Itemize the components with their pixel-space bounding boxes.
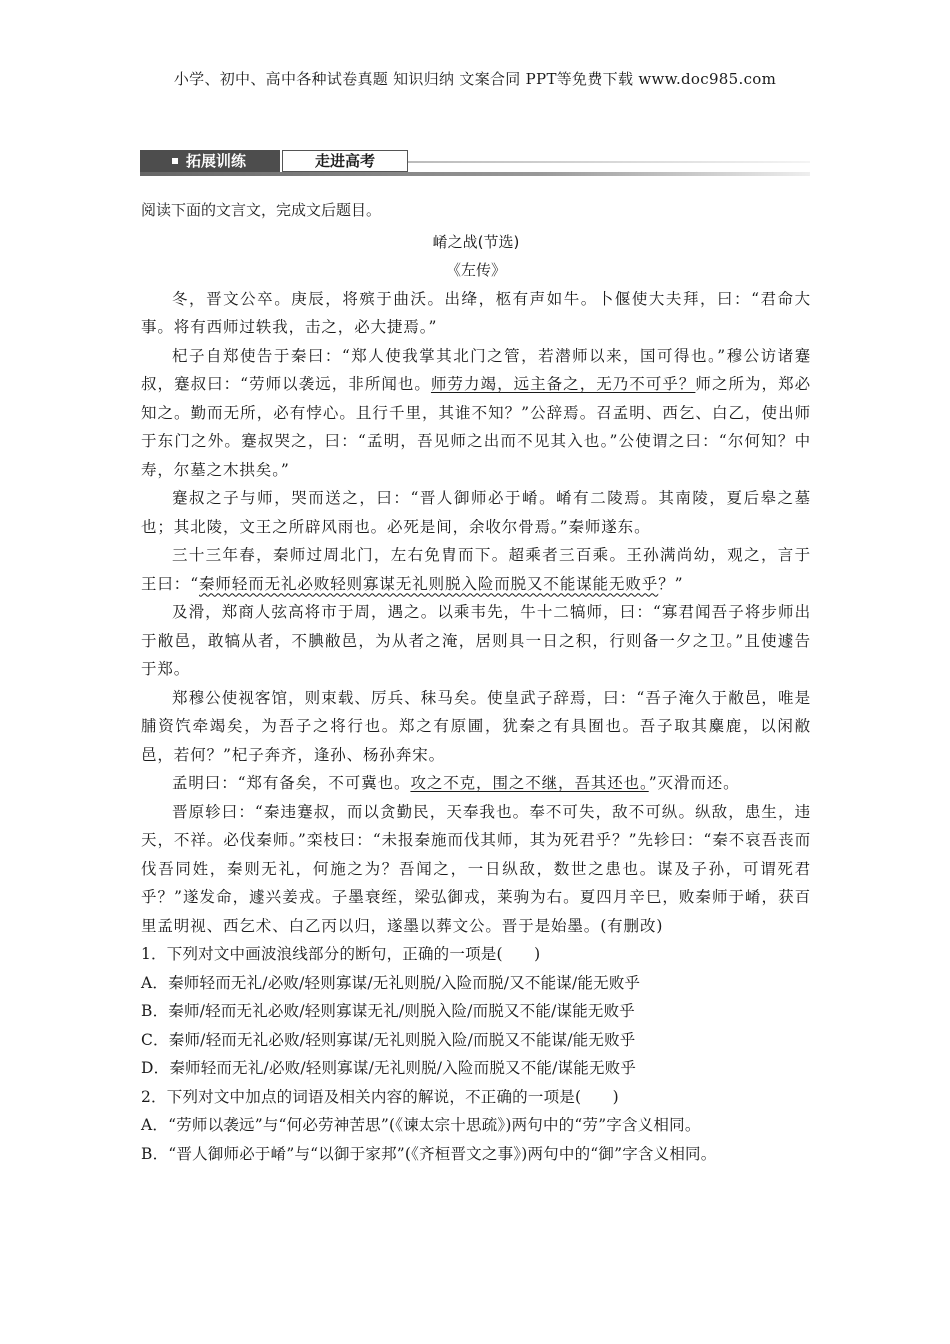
- paragraph-4: [141, 541, 811, 598]
- banner-left: [140, 150, 280, 172]
- p2-text-b: 师之所为，郑必知之。勤而无所，必有悖心。且行千里，其谁不知？”公辞焉。召孟明、西乞、白乙，使出师于东门之外。蹇叔哭之，曰：“孟明，吾见师之出而不见其入也。”公使谓之曰：“尔何知？中寿，尔墓之木拱矣。”: [141, 375, 811, 479]
- question-1-stem: 1．下列对文中画波浪线部分的断句，正确的一项是( ): [141, 945, 541, 963]
- banner-left-label: 拓展训练: [186, 152, 247, 170]
- p4-text-b: ？”: [658, 574, 684, 593]
- document-body: [141, 196, 811, 1168]
- banner-right-label: 走进高考: [282, 150, 408, 172]
- p2-text-a: 杞子自郑使告于秦曰：“郑人使我掌其北门之管，若潜师以来，国可得也。”穆公访诸蹇叔，蹇叔曰：“劳师以袭远，非所闻也。: [141, 346, 811, 393]
- square-bullet-icon: [172, 158, 178, 164]
- paragraph-5: 及滑，郑商人弦高将市于周，遇之。以乘韦先，牛十二犒师，曰：“寡君闻吾子将步师出于敝邑，敢犒从者，不腆敝邑，为从者之淹，居则具一日之积，行则备一夕之卫。”且使遽告于郑。: [141, 603, 811, 678]
- paragraph-8: 晋原轸曰：“秦违蹇叔，而以贪勤民，天奉我也。奉不可失，敌不可纵。纵敌，患生，违天，不祥。必伐秦师。”栾枝曰：“未报秦施而伐其师，其为死君乎？”先轸曰：“秦不哀吾丧而伐吾同姓，秦则无礼，何施之为？吾闻之，一日纵敌，数世之患也。谋及子孙，可谓死君乎？”遂发命，遽兴姜戎。子墨衰绖，梁弘御戎，莱驹为右。夏四月辛巳，败秦师于崤，获百里孟明视、西乞术、白乙丙以归，遂墨以葬文公。晋于是始墨。(有删改): [141, 802, 811, 935]
- passage-source: 《左传》: [445, 261, 506, 279]
- question-1-option-c: C．秦师/轻而无礼必败/轻则寡谋/无礼则脱入险/而脱又不能谋/能无败乎: [141, 1030, 636, 1049]
- question-2-option-b: B．“晋人御师必于崤”与“以御于家邦”(《齐桓晋文之事》)两句中的“御”字含义相同。: [141, 1144, 717, 1163]
- p2-underlined: 师劳力竭，远主备之，无乃不可乎？: [430, 375, 696, 393]
- banner-rule: [408, 161, 810, 163]
- question-1-option-d: D．秦师轻而无礼/必败/轻则寡谋/无礼则脱/入险而脱又不能/谋能无败乎: [141, 1059, 637, 1077]
- p7-underlined: 攻之不克，围之不继，吾其还也。: [410, 774, 649, 792]
- paragraph-3: 蹇叔之子与师，哭而送之，曰：“晋人御师必于崤。崤有二陵焉。其南陵，夏后皋之墓也；其北陵，文王之所辟风雨也。必死是间，余收尔骨焉。”秦师遂东。: [141, 489, 811, 536]
- p7-text-a: 孟明曰：“郑有备矣，不可冀也。: [172, 774, 411, 792]
- paragraph-2: [141, 342, 811, 485]
- instruction: 阅读下面的文言文，完成文后题目。: [141, 201, 382, 219]
- page-header: 小学、初中、高中各种试卷真题 知识归纳 文案合同 PPT等免费下载 www.doc985.com: [173, 70, 777, 88]
- paragraph-6: 郑穆公使视客馆，则束载、厉兵、秣马矣。使皇武子辞焉，曰：“吾子淹久于敝邑，唯是脯资饩牵竭矣，为吾子之将行也。郑之有原圃，犹秦之有具囿也。吾子取其麋鹿，以闲敝邑，若何？”杞子奔齐，逢孙、杨孙奔宋。: [141, 688, 811, 764]
- passage-title: 崤之战(节选): [432, 232, 520, 251]
- question-2-option-a: A．“劳师以袭远”与“何必劳神苦思”(《谏太宗十思疏》)两句中的“劳”字含义相同。: [141, 1116, 701, 1134]
- p7-text-b: ”灭滑而还。: [648, 774, 740, 792]
- section-banner: [140, 150, 810, 176]
- paragraph-7: [141, 769, 811, 798]
- banner-underline: [140, 172, 810, 176]
- question-1-option-a: A．秦师轻而无礼/必败/轻则寡谋/无礼则脱/入险而脱/又不能谋/能无败乎: [141, 973, 641, 992]
- p4-wavy-underlined: 秦师轻而无礼必败轻则寡谋无礼则脱入险而脱又不能谋能无败乎: [199, 574, 659, 593]
- question-2-stem: 2．下列对文中加点的词语及相关内容的解说，不正确的一项是( ): [141, 1087, 619, 1106]
- p4-text-a: 三十三年春，秦师过周北门，左右免胄而下。超乘者三百乘。王孙满尚幼，观之，言于王曰：“: [141, 546, 811, 593]
- paragraph-1: 冬，晋文公卒。庚辰，将殡于曲沃。出绛，柩有声如牛。卜偃使大夫拜，曰：“君命大事。将有西师过轶我，击之，必大捷焉。”: [141, 289, 811, 336]
- question-1-option-b: B．秦师/轻而无礼必败/轻则寡谋无礼/则脱入险/而脱又不能/谋能无败乎: [141, 1002, 636, 1020]
